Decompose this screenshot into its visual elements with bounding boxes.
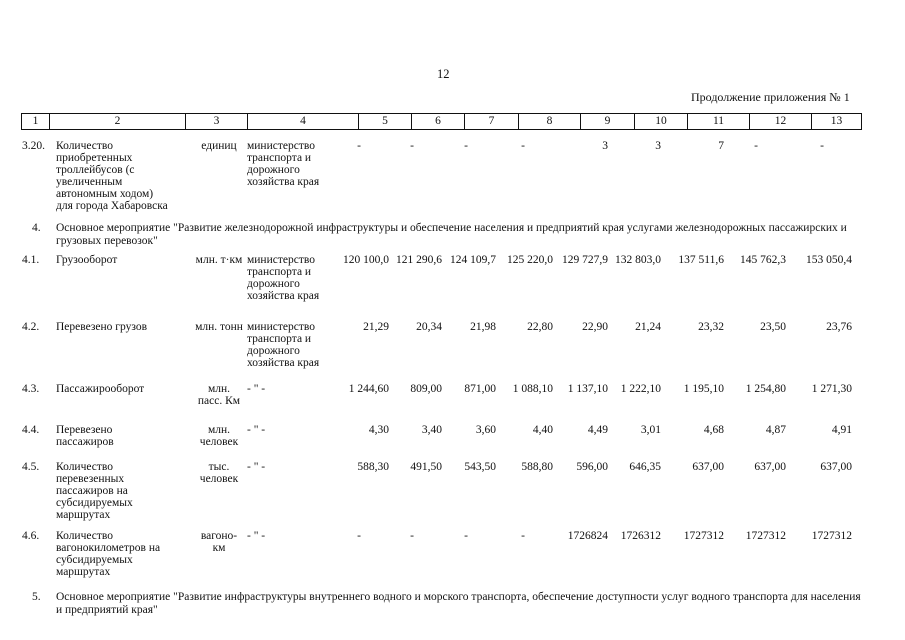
row-number: 3.20. [22,140,45,152]
value-cell: 125 220,0 [507,254,553,266]
value-cell: 1727312 [811,530,852,542]
section-number: 4. [32,222,41,234]
value-cell: 809,00 [410,383,442,395]
value-cell: 21,29 [363,321,389,333]
value-cell: 1 254,80 [745,383,786,395]
value-cell: 4,49 [587,424,608,436]
value-cell: 1726824 [567,530,608,542]
header-cell: 12 [750,114,812,129]
value-cell: 23,50 [760,321,786,333]
value-cell: 3 [602,140,608,152]
responsible-cell: - " - [247,424,266,436]
indicator-name: Перевезено пассажиров [56,424,114,448]
indicator-name: Грузооборот [56,254,118,266]
value-cell: 4,40 [532,424,553,436]
value-cell: 588,30 [357,461,389,473]
value-cell: 1727312 [745,530,786,542]
value-cell: 22,90 [582,321,608,333]
responsible-cell: - " - [247,383,266,395]
header-cell: 3 [186,114,248,129]
value-cell: - [820,140,824,152]
header-cell: 7 [465,114,519,129]
value-cell: 1 088,10 [512,383,553,395]
section-text: Основное мероприятие "Развитие железнодорожной инфраструктуры и обеспечение населения и предприятий края услугами железнодорожных пассажирских и грузовых перевозок" [56,222,847,247]
section-text: Основное мероприятие "Развитие инфраструктуры внутреннего водного и морского транспорта, обеспечение доступности услуг водного транспорта для населения и предприятий края" [56,591,861,616]
section-number: 5. [32,591,41,603]
value-cell: 124 109,7 [450,254,496,266]
value-cell: 21,24 [635,321,661,333]
value-cell: 1 195,10 [683,383,724,395]
value-cell: 7 [718,140,724,152]
header-cell: 8 [519,114,581,129]
value-cell: 21,98 [470,321,496,333]
value-cell: 1 137,10 [567,383,608,395]
value-cell: 129 727,9 [562,254,608,266]
unit-cell: единиц [201,140,237,152]
unit-cell: млн. тонн [195,321,243,333]
indicator-name: Перевезено грузов [56,321,148,333]
value-cell: 4,68 [703,424,724,436]
row-number: 4.6. [22,530,40,542]
header-cell: 10 [635,114,688,129]
value-cell: 588,80 [521,461,553,473]
indicator-name: Количество вагонокилометров на субсидируемых маршрутах [56,530,161,578]
row-number: 4.4. [22,424,40,436]
value-cell: 121 290,6 [396,254,442,266]
value-cell: 491,50 [410,461,442,473]
responsible-cell: - " - [247,530,266,542]
value-cell: 637,00 [754,461,786,473]
value-cell: 3,40 [421,424,442,436]
value-cell: 646,35 [629,461,661,473]
page-number: 12 [437,67,450,81]
value-cell: 543,50 [464,461,496,473]
value-cell: - [410,140,414,152]
value-cell: - [357,530,361,542]
value-cell: - [410,530,414,542]
value-cell: - [521,530,525,542]
row-number: 4.5. [22,461,40,473]
indicator-name: Количество приобретенных троллейбусов (с увеличенным автономным ходом) для города Хабаровска [56,140,168,212]
value-cell: 22,80 [527,321,553,333]
header-cell: 13 [830,115,843,127]
value-cell: 871,00 [464,383,496,395]
value-cell: - [357,140,361,152]
indicator-name: Пассажирооборот [56,383,145,395]
row-number: 4.1. [22,254,40,266]
header-cell: 6 [412,114,465,129]
value-cell: 1726312 [620,530,661,542]
header-cell: 11 [688,114,750,129]
value-cell: 3,01 [640,424,661,436]
value-cell: 132 803,0 [615,254,661,266]
value-cell: 23,32 [698,321,724,333]
unit-cell: тыс. человек [199,461,239,485]
responsible-cell: министерство транспорта и дорожного хозяйства края [247,254,320,302]
value-cell: 120 100,0 [343,254,389,266]
value-cell: - [464,530,468,542]
row-number: 4.2. [22,321,40,333]
header-cell: 5 [359,114,412,129]
responsible-cell: министерство транспорта и дорожного хозяйства края [247,321,320,369]
value-cell: 20,34 [416,321,442,333]
row-number: 4.3. [22,383,40,395]
responsible-cell: министерство транспорта и дорожного хозяйства края [247,140,320,188]
table-header-row [21,113,862,130]
value-cell: 637,00 [820,461,852,473]
unit-cell: млн. т·км [195,254,243,266]
unit-cell: вагоно- км [200,530,238,554]
value-cell: 4,30 [368,424,389,436]
value-cell: - [754,140,758,152]
value-cell: 4,87 [765,424,786,436]
continuation-label: Продолжение приложения № 1 [691,90,850,104]
value-cell: 1 222,10 [620,383,661,395]
header-cell: 9 [581,114,635,129]
value-cell: 23,76 [826,321,852,333]
unit-cell: млн. человек [199,424,239,448]
header-cell: 1 [22,114,50,129]
value-cell: 1 244,60 [348,383,389,395]
value-cell: 137 511,6 [678,254,724,266]
indicator-name: Количество перевезенных пассажиров на субсидируемых маршрутах [56,461,133,521]
value-cell: - [521,140,525,152]
unit-cell: млн. пасс. Км [197,383,241,407]
responsible-cell: - " - [247,461,266,473]
value-cell: 3 [655,140,661,152]
value-cell: 145 762,3 [740,254,786,266]
value-cell: 596,00 [576,461,608,473]
value-cell: 4,91 [831,424,852,436]
value-cell: 1 271,30 [811,383,852,395]
value-cell: 1727312 [683,530,724,542]
header-cell: 4 [248,114,359,129]
value-cell: - [464,140,468,152]
value-cell: 153 050,4 [806,254,852,266]
header-cell: 2 [50,114,186,129]
value-cell: 637,00 [692,461,724,473]
value-cell: 3,60 [475,424,496,436]
